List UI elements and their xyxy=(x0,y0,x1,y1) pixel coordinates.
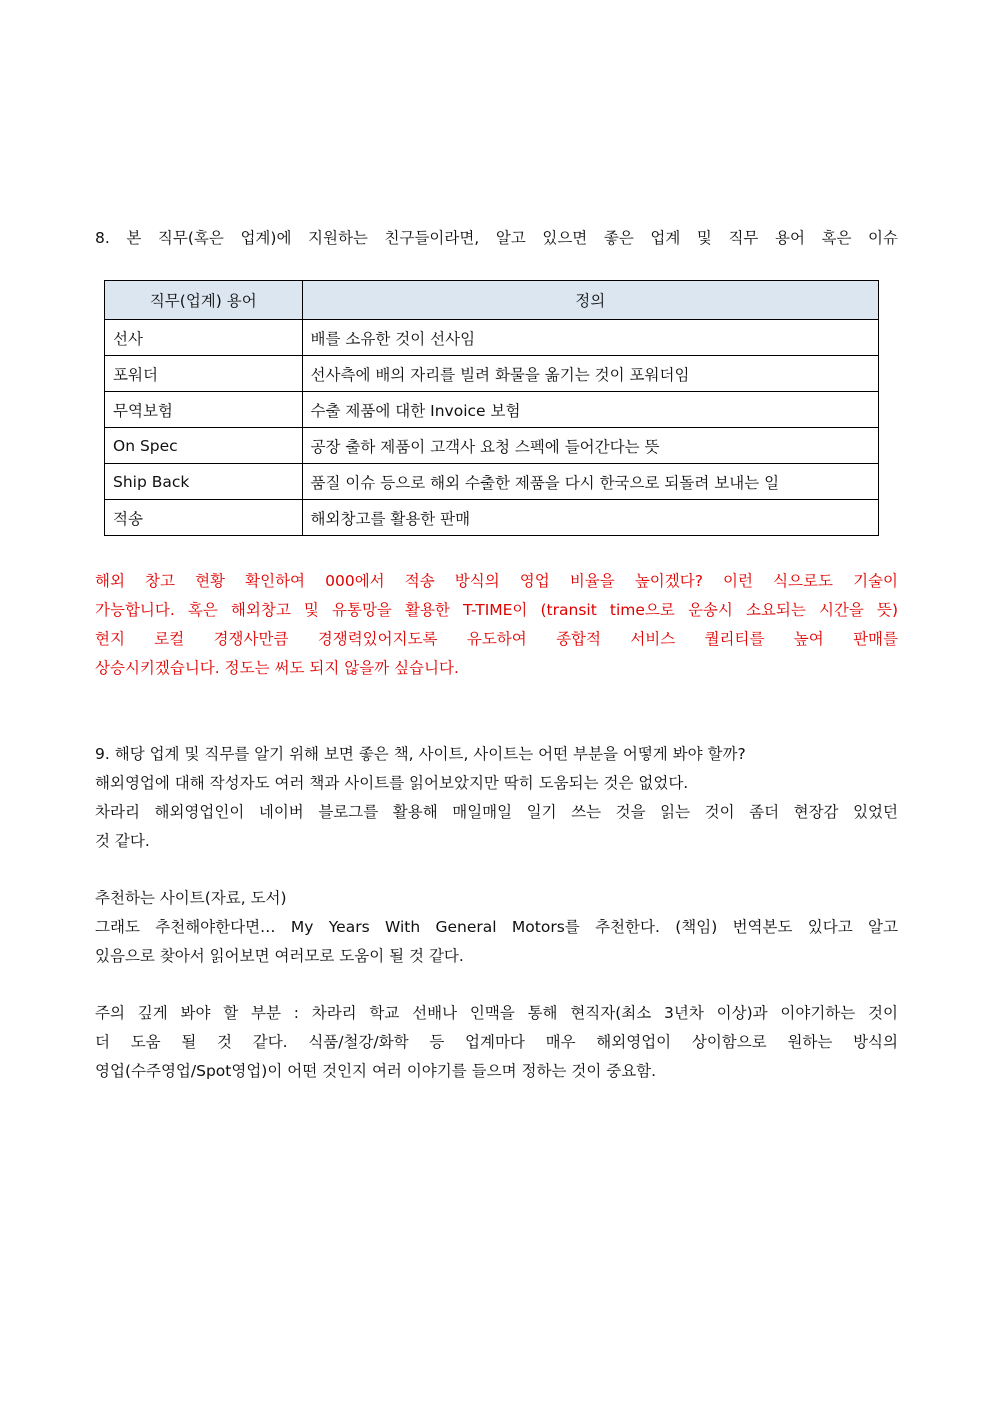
body-line: 주의 깊게 봐야 할 부분 : 차라리 학교 선배나 인맥을 통해 현직자(최소 3년차 이상)과 이야기하는 것이 xyxy=(95,1004,898,1022)
section-8-heading: 8. 본 직무(혹은 업계)에 지원하는 친구들이라면, 알고 있으면 좋은 업계 및 직무 용어 혹은 이슈 xyxy=(95,229,898,247)
table-row xyxy=(105,320,879,356)
term-cell: 포워더 xyxy=(105,356,303,392)
section-9-heading: 9. 해당 업계 및 직무를 알기 위해 보면 좋은 책, 사이트, 사이트는 어떤 부분을 어떻게 봐야 할까? xyxy=(95,745,746,763)
definition-cell: 해외창고를 활용한 판매 xyxy=(302,500,878,536)
term-cell: On Spec xyxy=(105,428,303,464)
term-cell: 무역보험 xyxy=(105,392,303,428)
recommend-title: 추천하는 사이트(자료, 도서) xyxy=(95,889,287,907)
header-term: 직무(업계) 용어 xyxy=(105,281,303,320)
definition-cell: 선사측에 배의 자리를 빌려 화물을 옮기는 것이 포워더임 xyxy=(302,356,878,392)
table-row xyxy=(105,392,879,428)
header-definition: 정의 xyxy=(302,281,878,320)
body-line: 차라리 해외영업인이 네이버 블로그를 활용해 매일매일 일기 쓰는 것을 읽는 것이 좀더 현장감 있었던 xyxy=(95,803,898,821)
table-row xyxy=(105,428,879,464)
table-header-row xyxy=(105,281,879,320)
table-row xyxy=(105,464,879,500)
definition-cell: 수출 제품에 대한 Invoice 보험 xyxy=(302,392,878,428)
table-row xyxy=(105,500,879,536)
body-line: 해외영업에 대해 작성자도 여러 책과 사이트를 읽어보았지만 딱히 도움되는 것은 없었다. xyxy=(95,774,689,792)
term-cell: 선사 xyxy=(105,320,303,356)
terms-table xyxy=(104,280,879,536)
body-line: 그래도 추천해야한다면… My Years With General Motors를 추천한다. (책임) 번역본도 있다고 알고 xyxy=(95,918,898,936)
term-cell: 적송 xyxy=(105,500,303,536)
table-row xyxy=(105,356,879,392)
definition-cell: 품질 이슈 등으로 해외 수출한 제품을 다시 한국으로 되돌려 보내는 일 xyxy=(302,464,878,500)
note-line: 해외 창고 현황 확인하여 000에서 적송 방식의 영업 비율을 높이겠다? 이런 식으로도 기술이 xyxy=(95,572,898,590)
definition-cell: 배를 소유한 것이 선사임 xyxy=(302,320,878,356)
note-line: 상승시키겠습니다. 정도는 써도 되지 않을까 싶습니다. xyxy=(95,659,459,677)
term-cell: Ship Back xyxy=(105,464,303,500)
body-line: 더 도움 될 것 같다. 식품/철강/화학 등 업계마다 매우 해외영업이 상이함으로 원하는 방식의 xyxy=(95,1033,898,1051)
body-line: 것 같다. xyxy=(95,832,150,850)
note-line: 현지 로컬 경쟁사만큼 경쟁력있어지도록 유도하여 종합적 서비스 퀄리티를 높여 판매를 xyxy=(95,630,898,648)
note-line: 가능합니다. 혹은 해외창고 및 유통망을 활용한 T-TIME이 (transit time으로 운송시 소요되는 시간을 뜻) xyxy=(95,601,898,619)
body-line: 있음으로 찾아서 읽어보면 여러모로 도움이 될 것 같다. xyxy=(95,947,464,965)
definition-cell: 공장 출하 제품이 고객사 요청 스펙에 들어간다는 뜻 xyxy=(302,428,878,464)
body-line: 영업(수주영업/Spot영업)이 어떤 것인지 여러 이야기를 들으며 정하는 것이 중요함. xyxy=(95,1062,657,1080)
